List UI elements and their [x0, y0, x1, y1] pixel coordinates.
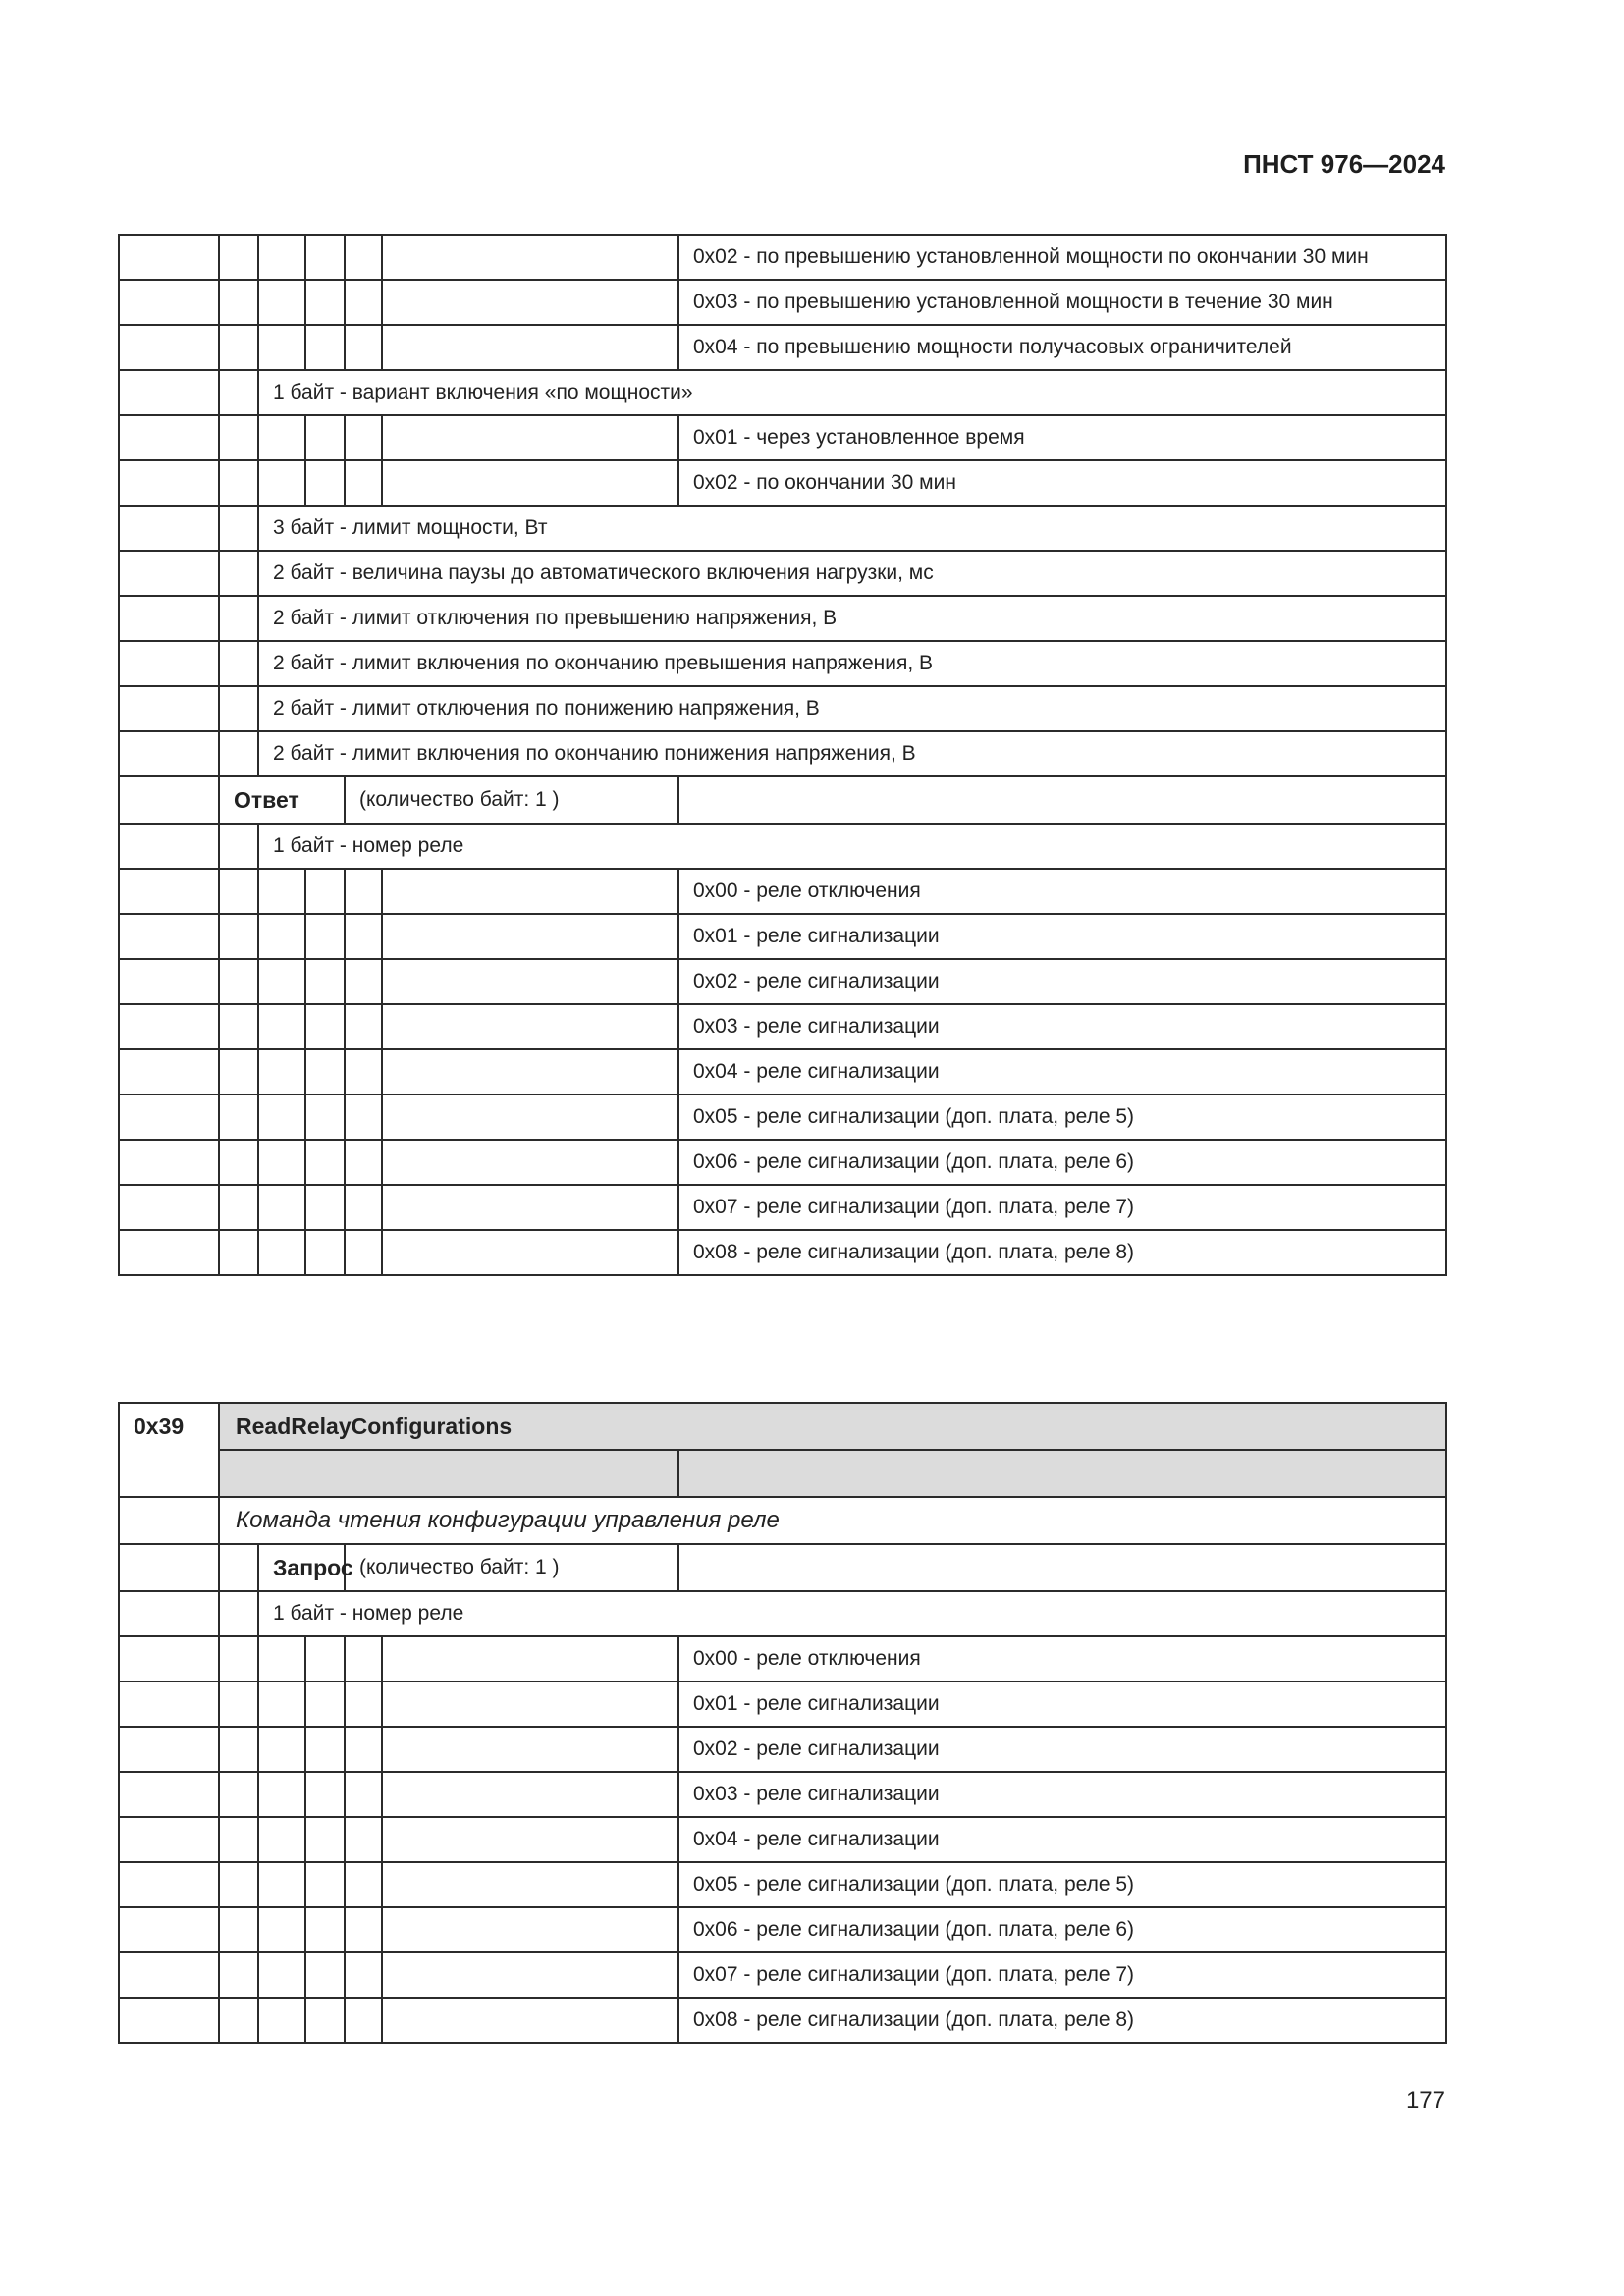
relay-option: 0x07 - реле сигнализации (доп. плата, реле 7) [678, 1185, 1446, 1230]
table-row [119, 1004, 1446, 1049]
relay-option: 0x04 - реле сигнализации [678, 1049, 1446, 1095]
relay-option: 0x05 - реле сигнализации (доп. плата, реле 5) [678, 1095, 1446, 1140]
relay-option: 0x08 - реле сигнализации (доп. плата, реле 8) [678, 1230, 1446, 1275]
field-description: 1 байт - вариант включения «по мощности» [258, 370, 1446, 415]
field-description: 2 байт - лимит включения по окончанию превышения напряжения, В [258, 641, 1446, 686]
document-id: ПНСТ 976—2024 [1243, 149, 1445, 179]
field-description: 1 байт - номер реле [258, 1591, 1446, 1636]
table-row [119, 1772, 1446, 1817]
table-row [119, 641, 1446, 686]
field-description: 2 байт - величина паузы до автоматического включения нагрузки, мс [258, 551, 1446, 596]
table-row [119, 415, 1446, 460]
request-byte-count: (количество байт: 1 ) [345, 1544, 678, 1591]
command-code: 0x39 [119, 1403, 219, 1497]
table-row [119, 1140, 1446, 1185]
table-row [119, 280, 1446, 325]
table-row [119, 1403, 1446, 1450]
relay-option: 0x06 - реле сигнализации (доп. плата, реле 6) [678, 1140, 1446, 1185]
field-description: 3 байт - лимит мощности, Вт [258, 506, 1446, 551]
relay-option: 0x02 - реле сигнализации [678, 1727, 1446, 1772]
option-value: 0x01 - через установленное время [678, 415, 1446, 460]
table-row [119, 1049, 1446, 1095]
relay-option: 0x03 - реле сигнализации [678, 1004, 1446, 1049]
table-row [119, 370, 1446, 415]
table-row [119, 325, 1446, 370]
option-value: 0x04 - по превышению мощности получасовых ограничителей [678, 325, 1446, 370]
table-row [119, 686, 1446, 731]
table-row [119, 551, 1446, 596]
table-row [119, 1591, 1446, 1636]
relay-option: 0x02 - реле сигнализации [678, 959, 1446, 1004]
field-description: 1 байт - номер реле [258, 824, 1446, 869]
table-row [119, 1907, 1446, 1952]
command-title: ReadRelayConfigurations [219, 1403, 1446, 1450]
relay-option: 0x07 - реле сигнализации (доп. плата, реле 7) [678, 1952, 1446, 1998]
table-row [119, 824, 1446, 869]
relay-option: 0x04 - реле сигнализации [678, 1817, 1446, 1862]
request-label: Запрос [258, 1544, 345, 1591]
field-description: 2 байт - лимит отключения по превышению напряжения, В [258, 596, 1446, 641]
table-row [119, 776, 1446, 824]
option-value: 0x03 - по превышению установленной мощности в течение 30 мин [678, 280, 1446, 325]
table-row [119, 1185, 1446, 1230]
response-label: Ответ [219, 776, 345, 824]
field-description: 2 байт - лимит отключения по понижению напряжения, В [258, 686, 1446, 731]
table-row [119, 1095, 1446, 1140]
table-row [119, 1230, 1446, 1275]
table-row [119, 1727, 1446, 1772]
table-row [119, 1862, 1446, 1907]
command-description: Команда чтения конфигурации управления реле [219, 1497, 1446, 1544]
table-row [119, 1817, 1446, 1862]
field-description: 2 байт - лимит включения по окончанию понижения напряжения, В [258, 731, 1446, 776]
table-row [119, 914, 1446, 959]
relay-option: 0x03 - реле сигнализации [678, 1772, 1446, 1817]
table-row [119, 1636, 1446, 1682]
table-row [119, 235, 1446, 280]
table-row [119, 460, 1446, 506]
relay-option: 0x05 - реле сигнализации (доп. плата, реле 5) [678, 1862, 1446, 1907]
table-row [119, 1544, 1446, 1591]
response-byte-count: (количество байт: 1 ) [345, 776, 678, 824]
table-row [119, 959, 1446, 1004]
table-row [119, 1952, 1446, 1998]
table-row [119, 1450, 1446, 1497]
table-row [119, 506, 1446, 551]
table-row [119, 731, 1446, 776]
relay-option: 0x06 - реле сигнализации (доп. плата, реле 6) [678, 1907, 1446, 1952]
read-relay-configurations-table [118, 1402, 1447, 2044]
relay-option: 0x01 - реле сигнализации [678, 914, 1446, 959]
table-row [119, 869, 1446, 914]
relay-option: 0x00 - реле отключения [678, 869, 1446, 914]
relay-option: 0x00 - реле отключения [678, 1636, 1446, 1682]
option-value: 0x02 - по превышению установленной мощности по окончании 30 мин [678, 235, 1446, 280]
table-row [119, 596, 1446, 641]
relay-option: 0x01 - реле сигнализации [678, 1682, 1446, 1727]
table-row [119, 1998, 1446, 2043]
table-row [119, 1497, 1446, 1544]
page-number: 177 [1405, 2087, 1445, 2113]
relay-option: 0x08 - реле сигнализации (доп. плата, реле 8) [678, 1998, 1446, 2043]
table-row [119, 1682, 1446, 1727]
relay-settings-table-continued [118, 234, 1447, 1276]
option-value: 0x02 - по окончании 30 мин [678, 460, 1446, 506]
